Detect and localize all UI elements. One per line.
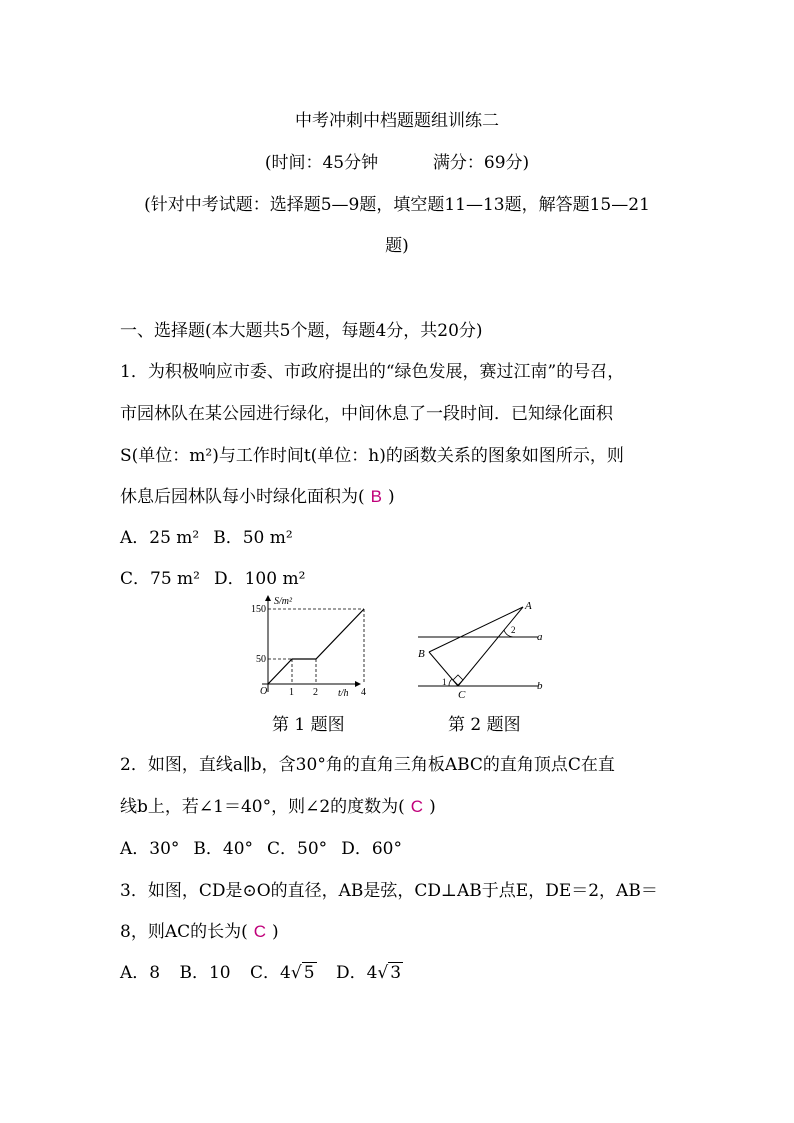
q2-close: ) [429, 797, 436, 817]
scope-note-line2: 题) [385, 236, 409, 256]
q1-line-text: 休息后园林队每小时绿化面积为( [120, 487, 365, 507]
q2-options [120, 834, 416, 859]
label-a-point: A [525, 600, 532, 612]
figure-2-diagram [412, 600, 552, 700]
q2-option-a: A．30° [120, 839, 180, 859]
q3-option-b: B．10 [179, 963, 231, 983]
score-text: 满分：69分) [432, 153, 530, 173]
q1-option-d: D．100 m² [213, 569, 306, 589]
time-score-line [0, 148, 794, 173]
q2-line [120, 792, 436, 817]
q1-line: 1．为积极响应市委、市政府提出的“绿色发展，赛过江南”的号召， [120, 362, 625, 382]
figure-2-caption: 第 2 题图 [448, 715, 521, 735]
label-b-point: B [418, 648, 425, 660]
q2-line: 2．如图，直线a∥b，含30°角的直角三角板ABC的直角顶点C在直 [120, 755, 615, 775]
q1-options-row2 [120, 564, 319, 589]
label-line-a: a [537, 631, 543, 643]
q3-line: 3．如图，CD是⊙O的直径，AB是弦，CD⊥AB于点E，DE＝2，AB＝ [120, 881, 658, 901]
q3-option-d [336, 958, 403, 983]
x-tick-label: 1 [289, 687, 294, 698]
q3-option-c-prefix: C．4 [250, 963, 291, 983]
label-c-point: C [458, 689, 466, 700]
q3-option-c-radicand: 5 [303, 963, 315, 983]
y-tick-label: 150 [251, 604, 266, 615]
area-time-line [268, 609, 364, 684]
q1-option-a: A．25 m² [120, 528, 200, 548]
page-title: 中考冲刺中档题题组训练二 [295, 111, 499, 131]
figure-1-caption: 第 1 题图 [272, 715, 345, 735]
q1-line [120, 482, 395, 507]
q1-option-c: C．75 m² [120, 569, 200, 589]
label-line-b: b [537, 680, 543, 692]
q3-close: ) [272, 922, 279, 942]
section-heading: 一、选择题(本大题共5个题，每题4分，共20分) [120, 321, 483, 341]
time-text: (时间：45分钟 [264, 153, 379, 173]
q1-line: 市园林队在某公园进行绿化，中间休息了一段时间．已知绿化面积 [120, 404, 613, 424]
q2-option-c: C．50° [267, 839, 328, 859]
q3-line-text: 8，则AC的长为( [120, 922, 248, 942]
label-angle-2: 2 [511, 625, 516, 635]
q3-option-c [250, 958, 317, 983]
q3-line [120, 917, 279, 942]
sqrt-symbol: √ 3 [377, 963, 402, 983]
y-tick-label: 50 [256, 654, 266, 665]
figure-1-graph [248, 592, 368, 702]
q2-option-d: D．60° [341, 839, 402, 859]
q2-line-text: 线b上，若∠1＝40°，则∠2的度数为( [120, 797, 405, 817]
origin-label: O [260, 686, 268, 697]
segment-ca [458, 607, 523, 686]
q3-option-a: A．8 [120, 963, 161, 983]
q1-options-row1 [120, 523, 307, 548]
angle-1-arc [449, 679, 452, 686]
sqrt-symbol: √ 5 [290, 963, 315, 983]
x-tick-label: 2 [313, 687, 318, 698]
q3-option-d-prefix: D．4 [335, 963, 378, 983]
q1-option-b: B．50 m² [213, 528, 293, 548]
x-axis-label: t/h [338, 688, 349, 699]
segment-ba [429, 607, 523, 652]
label-angle-1: 1 [442, 677, 447, 687]
q1-close: ) [387, 487, 395, 507]
right-angle-mark [453, 675, 463, 685]
q1-answer: B [370, 487, 382, 506]
scope-note-line1: (针对中考试题：选择题5—9题，填空题11—13题，解答题15—21 [144, 195, 650, 215]
q3-options [120, 958, 417, 983]
guide-lines [268, 609, 364, 684]
q2-option-b: B．40° [193, 839, 254, 859]
q1-line: S(单位：m²)与工作时间t(单位：h)的函数关系的图象如图所示，则 [120, 446, 624, 466]
q3-option-d-radicand: 3 [390, 963, 402, 983]
x-tick-label: 4 [361, 687, 366, 698]
q2-answer: C [410, 797, 424, 816]
y-axis-label: S/m² [274, 596, 292, 607]
q3-answer: C [253, 922, 267, 941]
